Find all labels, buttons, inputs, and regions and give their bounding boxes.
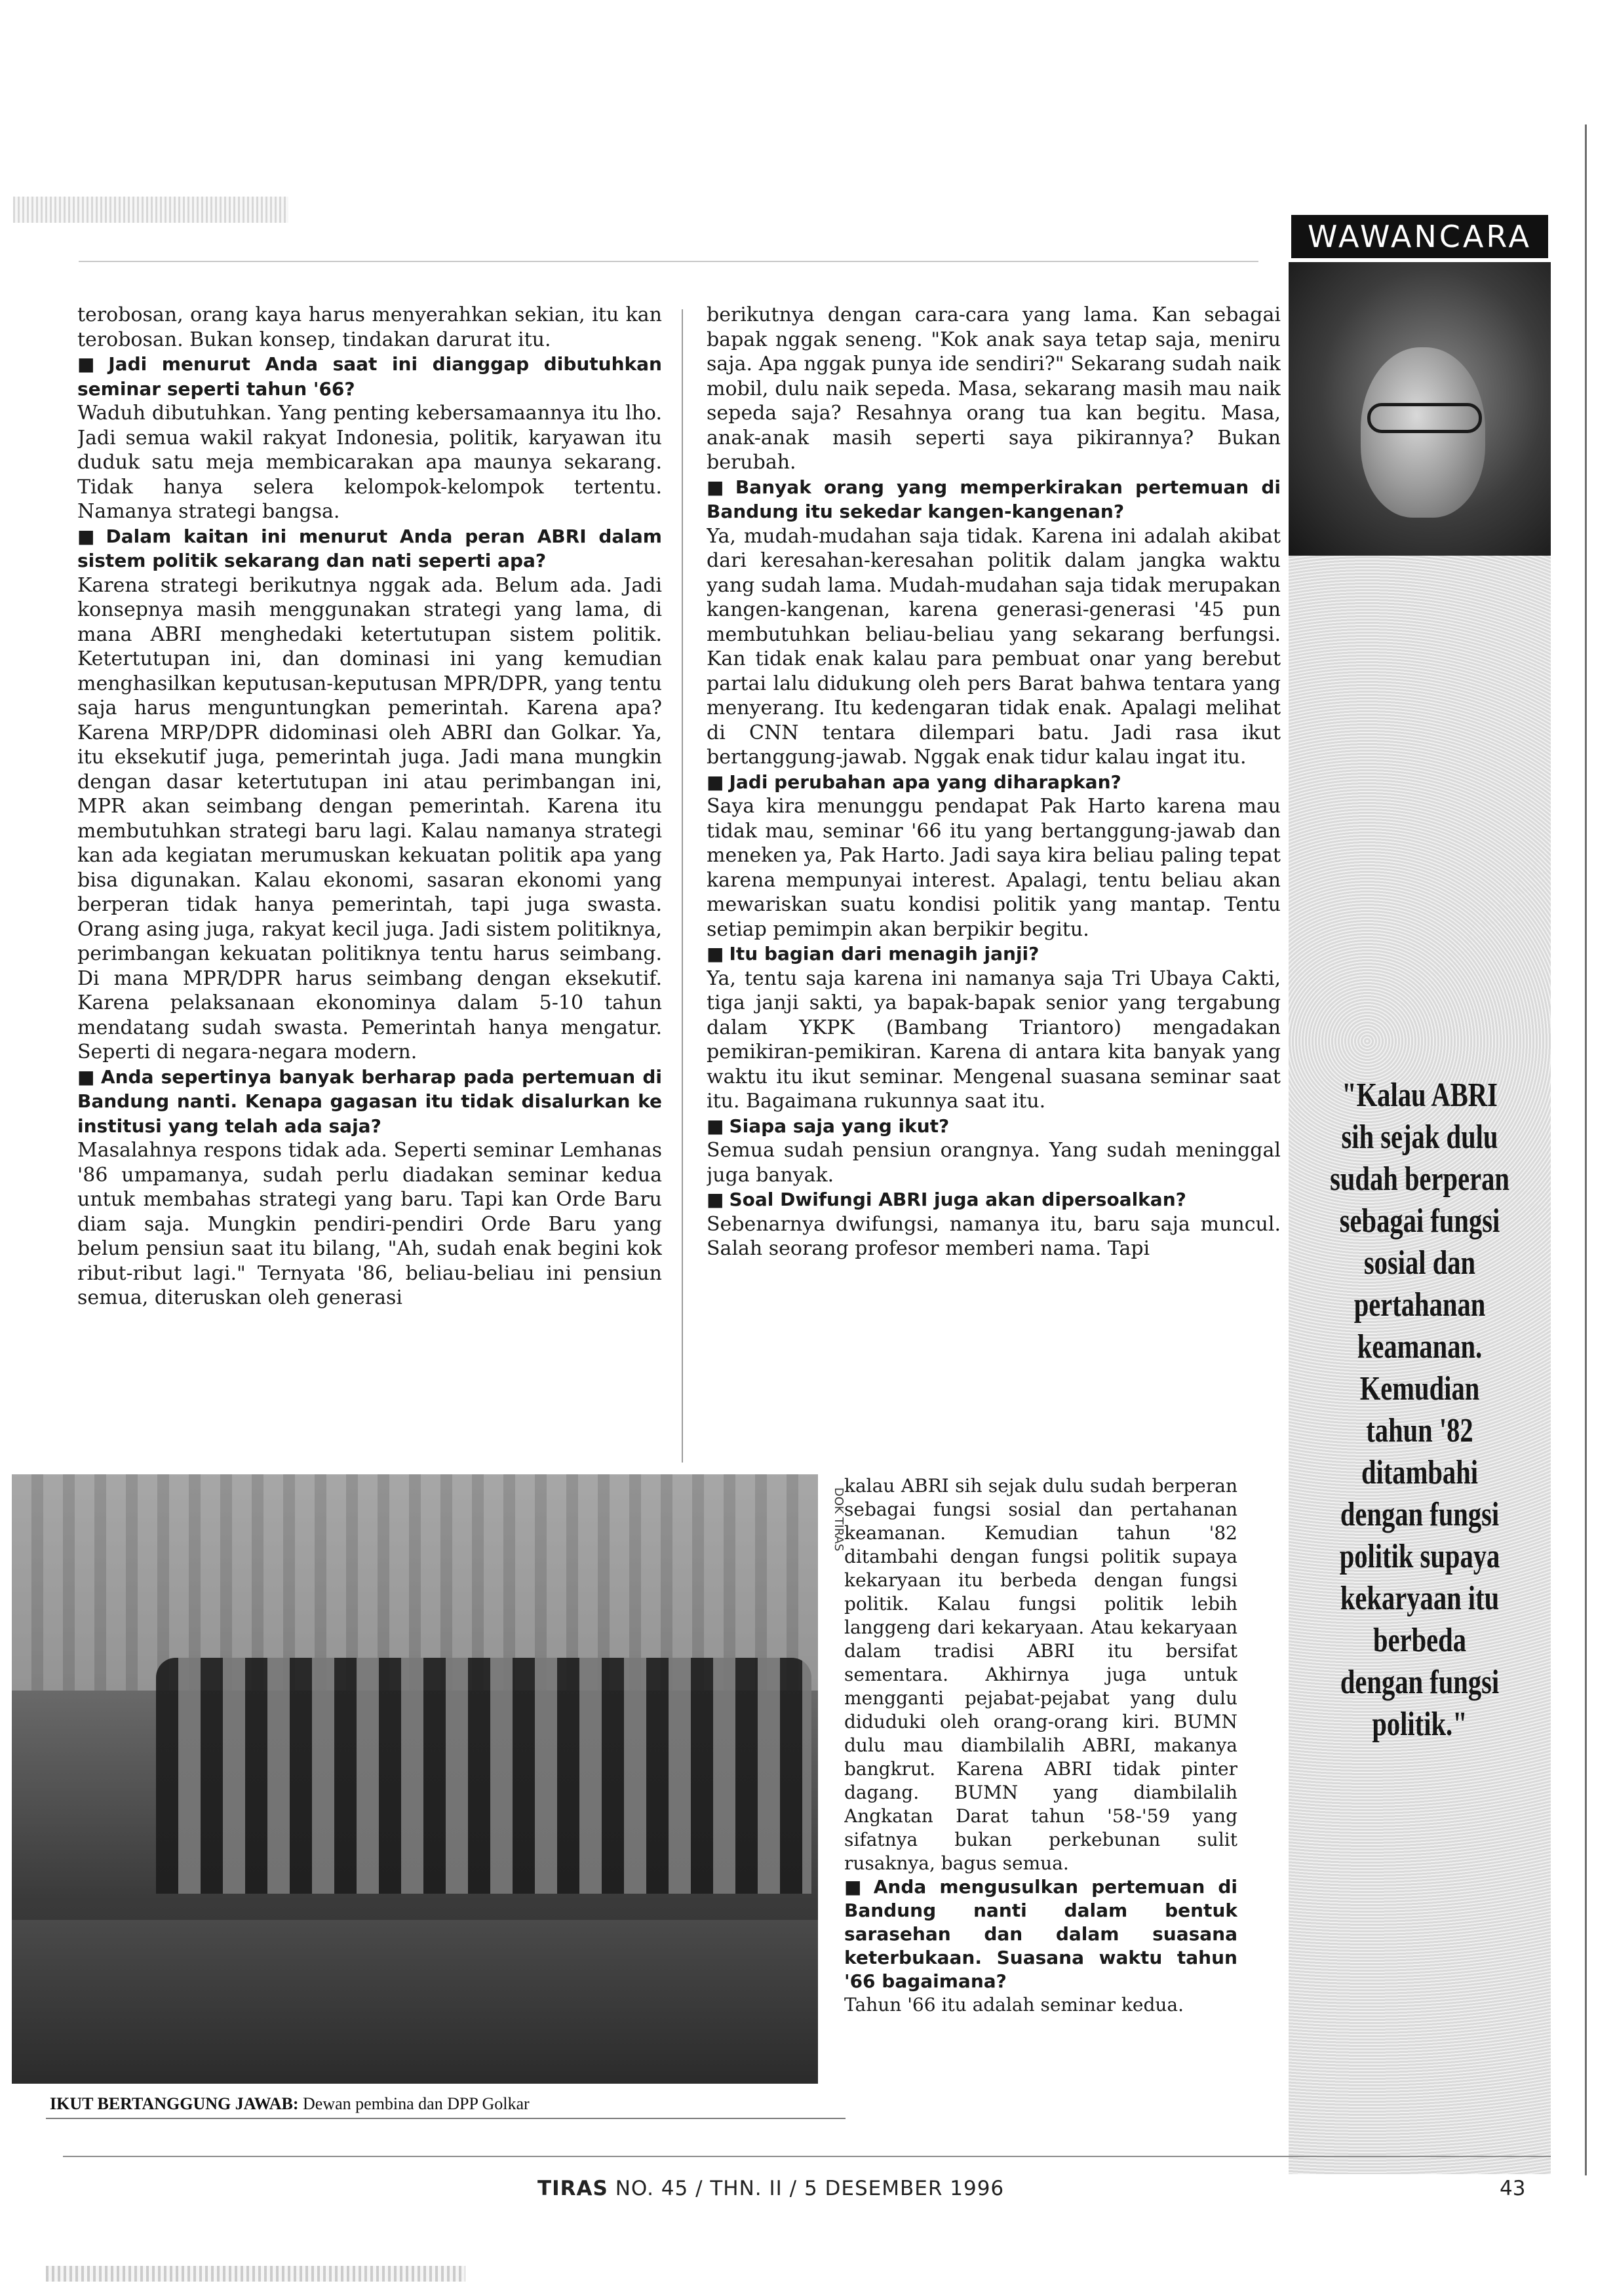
interview-answer: Karena strategi berikutnya nggak ada. Belum ada. Jadi konsepnya masih menggunakan strategi yang lama, di mana ABRI menghedaki ketertutupan sistem politik. Ketertutupan ini, dan dominasi ini yang kemudian menghasilkan keputusan-keputusan MPR/DPR, yang tentu saja harus menguntungkan pemerintah. Karena apa? Karena MRP/DPR didominasi oleh ABRI dan Golkar. Ya, itu eksekutif juga, pemerintah juga. Jadi mana mungkin dengan dasar ketertutupan ini atau perimbangan ini, MPR akan seimbang dengan pemerintah. Karena itu membutuhkan strategi baru lagi. Kalau namanya strategi kan ada kegiatan merumuskan kekuatan politik apa yang bisa digunakan. Kalau ekonomi, sasaran ekonomi yang berperan tidak hanya pemerintah, tapi juga swasta. Orang asing juga, rakyat kecil juga. Jadi sistem politiknya, perimbangan kekuatan politiknya tentu harus seimbang. Di mana MPR/DPR harus seimbang dengan eksekutif. Karena pelaksanaan ekonominya dalam 5-10 tahun mendatang sudah swasta. Pemerintah hanya mengatur. Seperti di negara-negara modern. bbox=[77, 573, 662, 1063]
caption-text: Dewan pembina dan DPP Golkar bbox=[298, 2094, 530, 2113]
interview-answer: Saya kira menunggu pendapat Pak Harto karena mau tidak mau, seminar '66 itu yang bertanggung-jawab dan meneken ya, Pak Harto. Jadi saya kira beliau paling tepat karena mempunyai interest. Apalagi, tentu beliau akan mewariskan suatu kondisi politik yang mantap. Tentu setiap pemimpin akan berpikir begitu. bbox=[707, 795, 1281, 941]
interview-question: ■ Soal Dwifungi ABRI juga akan dipersoalkan? bbox=[707, 1187, 1281, 1212]
interview-answer: berikutnya dengan cara-cara yang lama. Kan sebagai bapak nggak seneng. "Kok anak saya tetap saja, meniru saja. Apa nggak punya ide sendiri?" Sekarang sudah naik mobil, dulu naik sepeda. Masa, sekarang masih mau naik sepeda saja? Resahnya orang tua kan begitu. Masa, anak-anak masih seperti saya pikirannya? Bukan berubah. bbox=[707, 303, 1281, 474]
caption-rule bbox=[46, 2118, 846, 2119]
interview-question: ■ Siapa saja yang ikut? bbox=[707, 1114, 1281, 1139]
footer-rule bbox=[63, 2156, 1551, 2157]
interview-answer: Sebenarnya dwifungsi, namanya itu, baru saja muncul. Salah seorang profesor memberi nama. Tapi bbox=[707, 1212, 1281, 1260]
interview-question: ■ Dalam kaitan ini menurut Anda peran ABRI dalam sistem politik sekarang dan nati seperti apa? bbox=[77, 524, 662, 573]
interview-question: ■ Jadi menurut Anda saat ini dianggap dibutuhkan seminar seperti tahun '66? bbox=[77, 352, 662, 401]
interview-question: ■ Anda sepertinya banyak berharap pada pertemuan di Bandung nanti. Kenapa gagasan itu tidak disalurkan ke institusi yang telah ada saja? bbox=[77, 1065, 662, 1139]
column-divider bbox=[682, 309, 683, 1463]
photo-caption bbox=[50, 2094, 836, 2114]
top-rule bbox=[79, 261, 1258, 262]
photo-ground bbox=[12, 1920, 818, 2084]
pull-quote: "Kalau ABRI sih sejak dulu sudah berperan sebagai fungsi sosial dan pertahanan keamanan. Kemudian tahun '82 ditambahi dengan fungsi politik supaya kekaryaan itu berbeda dengan fungsi politik." bbox=[1330, 1077, 1509, 1743]
scan-noise-bottom bbox=[46, 2266, 465, 2282]
interviewee-portrait bbox=[1289, 262, 1551, 556]
interview-question: ■ Banyak orang yang memperkirakan pertemuan di Bandung itu sekedar kangen-kangenan? bbox=[707, 475, 1281, 524]
photo-crowd bbox=[156, 1658, 811, 1894]
footer-issue: NO. 45 / THN. II / 5 DESEMBER 1996 bbox=[608, 2177, 1005, 2200]
portrait-glasses bbox=[1367, 403, 1482, 433]
interview-answer: Waduh dibutuhkan. Yang penting kebersamaannya itu lho. Jadi semua wakil rakyat Indonesia, politik, karyawan itu duduk satu meja membicarakan apa maunya sekarang. Tidak hanya selera kelompok-kelompok tertentu. Namanya strategi bangsa. bbox=[77, 402, 662, 523]
left-text-column bbox=[77, 303, 662, 1456]
middle-lower-text-column bbox=[844, 1474, 1237, 2139]
middle-text-column bbox=[707, 303, 1281, 1476]
interview-answer: Ya, tentu saja karena ini namanya saja Tri Ubaya Cakti, tiga janji sakti, ya bapak-bapak senior yang tergabung dalam YKPK (Bambang Triantoro) mengadakan pemikiran-pemikiran. Karena di antara kita banyak yang waktu itu ikut seminar. Mengenal suasana seminar saat itu. Bagaimana rukunnya saat itu. bbox=[707, 966, 1281, 1113]
page-number: 43 bbox=[1500, 2177, 1526, 2200]
interview-answer: kalau ABRI sih sejak dulu sudah berperan sebagai fungsi sosial dan pertahanan keamanan. Kemudian tahun '82 ditambahi dengan fungsi politik supaya kekaryaan itu berbeda dengan fungsi politik. Kalau fungsi politik lebih langgeng dari kekaryaan. Atau kekaryaan dalam tradisi ABRI itu bersifat sementara. Akhirnya juga untuk mengganti pejabat-pejabat yang dulu diduduki oleh orang-orang kiri. BUMN dulu mau diambilalih ABRI, makanya bangkrut. Karena ABRI tidak pinter dagang. BUMN yang diambilalih Angkatan Darat tahun '58-'59 yang sifatnya bukan perkebunan sulit rusaknya, bagus semua. bbox=[844, 1475, 1237, 1874]
scan-noise-top bbox=[13, 197, 288, 223]
caption-lead: IKUT BERTANGGUNG JAWAB: bbox=[50, 2094, 299, 2113]
interview-answer: Masalahnya respons tidak ada. Seperti seminar Lemhanas '86 umpamanya, sudah perlu diadakan seminar kedua untuk membahas strategi yang baru. Tapi kan Orde Baru diam saja. Mungkin pendiri-pendiri Orde Baru yang belum pensiun saat itu bilang, "Ah, sudah enak begini kok ribut-ribut lagi." Ternyata '86, beliau-beliau ini pensiun semua, diteruskan oleh generasi bbox=[77, 1139, 662, 1309]
section-tag: WAWANCARA bbox=[1291, 215, 1548, 258]
photo-credit: DOK TIRAS bbox=[832, 1487, 846, 1552]
page-edge-line bbox=[1585, 124, 1587, 2175]
footer-publication bbox=[537, 2177, 1062, 2200]
footer-brand: TIRAS bbox=[537, 2177, 608, 2200]
interview-question: ■ Itu bagian dari menagih janji? bbox=[707, 942, 1281, 966]
interview-answer: Ya, mudah-mudahan saja tidak. Karena ini adalah akibat dari keresahan-keresahan politik dalam jangka waktu yang sudah lama. Mudah-mudahan saja tidak merupakan kangen-kangenan, karena generasi-generasi '45 pun membutuhkan beliau-beliau yang sekarang berfungsi. Kan tidak enak kalau para pembuat onar yang berebut partai lalu didukung oleh pers Barat bahwa tentara yang menyerang. Itu kedengaran tidak enak. Apalagi melihat di CNN tentara dilempari batu. Jadi rasa ikut bertanggung-jawab. Nggak enak tidur kalau ingat itu. bbox=[707, 524, 1281, 769]
group-photo bbox=[12, 1474, 818, 2084]
interview-answer: Tahun '66 itu adalah seminar kedua. bbox=[844, 1994, 1184, 2016]
interview-question: ■ Anda mengusulkan pertemuan di Bandung nanti dalam bentuk sarasehan dan dalam suasana keterbukaan. Suasana waktu tahun '66 bagaimana? bbox=[844, 1875, 1237, 1993]
interview-answer: Semua sudah pensiun orangnya. Yang sudah meninggal juga banyak. bbox=[707, 1139, 1281, 1187]
interview-answer: terobosan, orang kaya harus menyerahkan sekian, itu kan terobosan. Bukan konsep, tindakan darurat itu. bbox=[77, 303, 662, 351]
interview-question: ■ Jadi perubahan apa yang diharapkan? bbox=[707, 770, 1281, 795]
